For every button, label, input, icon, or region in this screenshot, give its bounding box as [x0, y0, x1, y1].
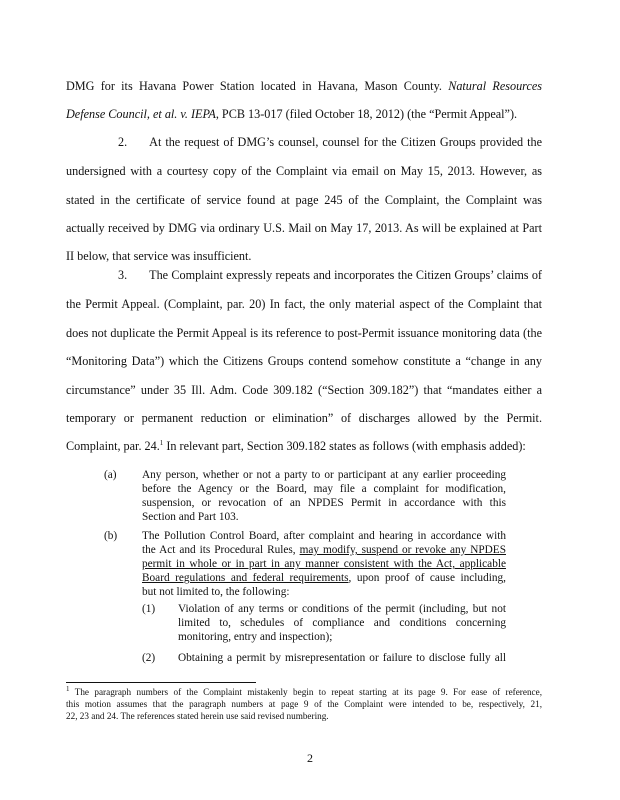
paragraph-3-first-line: 3. The Complaint expressly repeats and incorporates the Citizen Groups’ claims of	[118, 268, 542, 282]
body-line-11: “Monitoring Data”) which the Citizens Groups contend somehow constitute a “change in any	[66, 354, 542, 368]
footnote-marker: 1	[66, 684, 70, 693]
quote-1-line-1: Violation of any terms or conditions of the permit (including, but not	[178, 603, 506, 615]
footnote-line-1: $^1$ The paragraph numbers of the Complaint mistakenly begin to repeat starting at its page 9. For ease of reference,	[66, 684, 542, 697]
footnote-reference: 1	[159, 438, 164, 447]
body-line-13: temporary or permanent reduction or elimination” of discharges allowed by the Permit.	[66, 411, 542, 425]
quote-b-line-4: Board regulations and federal requirements, upon proof of cause including,	[142, 572, 506, 584]
body-line-14: Complaint, par. 24.$^1$ In relevant part, Section 309.182 states as follows (with emphasis added):	[66, 438, 526, 453]
quote-b-line-5: but not limited to, the following:	[142, 586, 290, 598]
quote-b-line-2: the Act and its Procedural Rules, may modify, suspend or revoke any NPDES	[142, 544, 506, 556]
quote-1-line-3: monitoring, entry and inspection);	[178, 631, 333, 643]
body-line-5: stated in the certificate of service found at page 245 of the Complaint, the Complaint was	[66, 193, 542, 207]
body-line-6: actually received by DMG via ordinary U.S. Mail on May 17, 2013. As will be explained at Part	[66, 221, 542, 235]
quote-a-line-2: before the Agency or the Board, may file a complaint for modification,	[142, 483, 506, 495]
body-line-2: Defense Council, et al. v. IEPA, PCB 13-017 (filed October 18, 2012) (the “Permit Appeal”).	[66, 107, 518, 121]
body-line-9: the Permit Appeal. (Complaint, par. 20) In fact, the only material aspect of the Complaint that	[66, 297, 542, 311]
quote-label-b: (b)	[104, 530, 118, 542]
quote-a-line-4: Section and Part 103.	[142, 511, 239, 523]
quote-label-2: (2)	[142, 652, 156, 664]
quote-1-line-2: limited to, schedules of compliance and conditions concerning	[178, 617, 506, 629]
paragraph-2-first-line: 2. At the request of DMG’s counsel, counsel for the Citizen Groups provided the	[118, 135, 542, 149]
footnote-line-3: 22, 23 and 24. The references stated herein use said revised numbering.	[66, 711, 329, 721]
page-number: 2	[307, 751, 313, 765]
quote-label-a: (a)	[104, 469, 117, 481]
quote-a-line-3: suspension, or revocation of an NPDES Permit in accordance with this	[142, 497, 506, 509]
footnote-line-2: this motion assumes that the paragraph numbers at page 9 of the Complaint were intended to be, respectively, 21,	[66, 699, 542, 709]
quote-b-line-3: permit in whole or in part in any manner consistent with the Act, applicable	[142, 558, 506, 570]
body-line-10: does not duplicate the Permit Appeal is its reference to post-Permit issuance monitoring data (the	[66, 326, 542, 340]
body-line-4: undersigned with a courtesy copy of the Complaint via email on May 15, 2013. However, as	[66, 164, 542, 178]
footnote-separator	[66, 682, 256, 683]
body-line-1: DMG for its Havana Power Station located in Havana, Mason County. Natural Resources	[66, 79, 543, 93]
quote-b-line-1: The Pollution Control Board, after complaint and hearing in accordance with	[142, 530, 506, 542]
quote-a-line-1: Any person, whether or not a party to or participant at any earlier proceeding	[142, 469, 506, 481]
body-line-7: II below, that service was insufficient.	[66, 249, 252, 263]
body-line-12: circumstance” under 35 Ill. Adm. Code 309.182 (“Section 309.182”) that “mandates either a	[66, 383, 542, 397]
quote-label-1: (1)	[142, 603, 156, 615]
quote-2-line-1: Obtaining a permit by misrepresentation or failure to disclose fully all	[178, 652, 506, 664]
